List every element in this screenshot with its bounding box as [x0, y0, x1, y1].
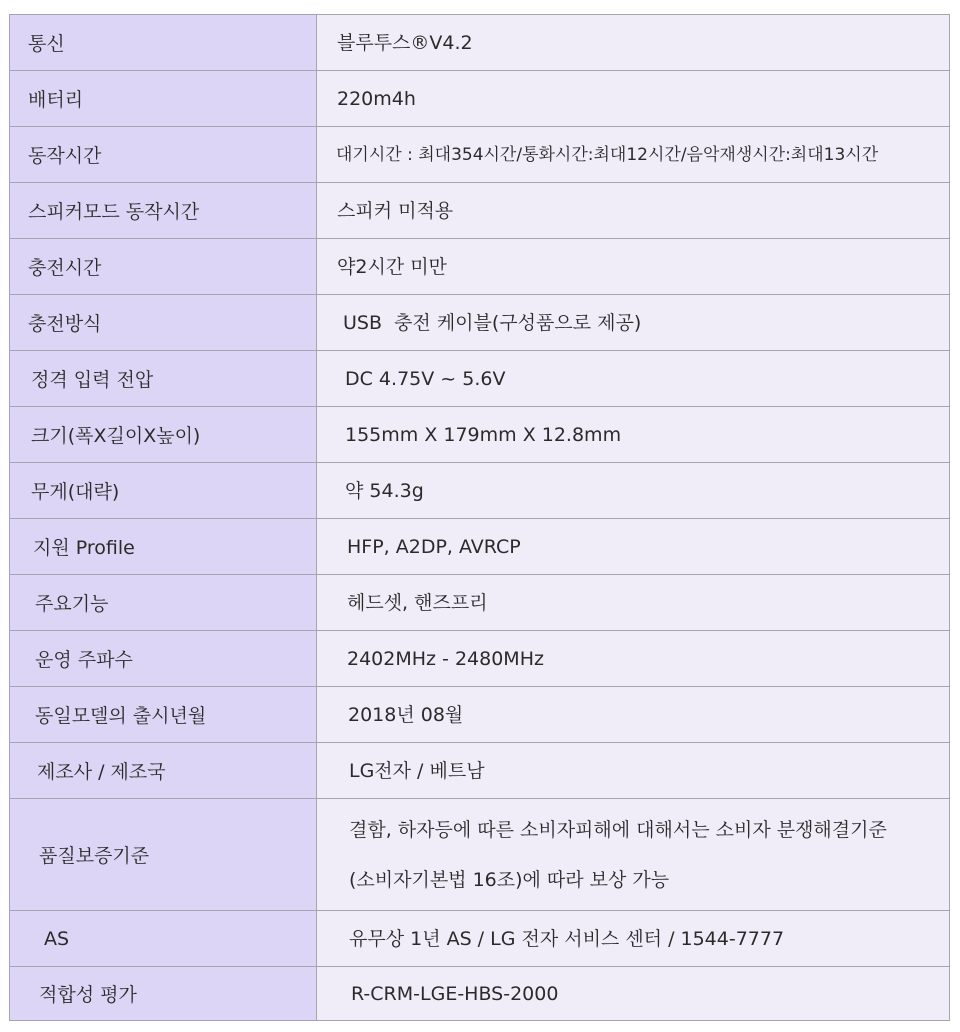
spec-table	[9, 14, 950, 1021]
value-line: 헤드셋, 핸즈프리	[347, 591, 488, 614]
value-line: 유무상 1년 AS / LG 전자 서비스 센터 / 1544-7777	[349, 927, 785, 950]
value-line: 결함, 하자등에 따른 소비자피해에 대해서는 소비자 분쟁해결기준	[349, 818, 887, 841]
value-line: LG전자 / 베트남	[349, 759, 485, 782]
row-label: 적합성 평가	[10, 967, 317, 1021]
table-row	[10, 799, 950, 911]
table-row	[10, 351, 950, 407]
row-value	[317, 743, 950, 799]
row-label: 정격 입력 전압	[10, 351, 317, 407]
table-row	[10, 295, 950, 351]
row-label: 품질보증기준	[10, 799, 317, 911]
row-label: 충전방식	[10, 295, 317, 351]
value-line: 대기시간 : 최대354시간/통화시간:최대12시간/음악재생시간:최대13시간	[336, 144, 879, 165]
row-label: 동일모델의 출시년월	[10, 687, 317, 743]
table-row	[10, 183, 950, 239]
row-value	[317, 71, 950, 127]
row-label: 지원 Profile	[10, 519, 317, 575]
row-value	[317, 183, 950, 239]
row-label: 충전시간	[10, 239, 317, 295]
value-line: 약2시간 미만	[337, 255, 447, 278]
row-value	[317, 351, 950, 407]
row-value	[317, 575, 950, 631]
value-line: R-CRM-LGE-HBS-2000	[351, 982, 559, 1005]
row-label: 주요기능	[10, 575, 317, 631]
row-value	[317, 295, 950, 351]
row-label: 스피커모드 동작시간	[10, 183, 317, 239]
spec-table-body	[10, 15, 950, 1021]
value-line: 스피커 미적용	[337, 199, 454, 222]
row-label: 운영 주파수	[10, 631, 317, 687]
value-line: 2402MHz - 2480MHz	[347, 647, 544, 670]
value-line: HFP, A2DP, AVRCP	[347, 535, 521, 558]
row-value	[317, 631, 950, 687]
row-value	[317, 127, 950, 183]
row-value	[317, 799, 950, 911]
value-line: 블루투스®V4.2	[337, 31, 473, 54]
row-value	[317, 15, 950, 71]
table-row	[10, 519, 950, 575]
row-value	[317, 967, 950, 1021]
value-line: 약 54.3g	[345, 479, 424, 502]
value-line: 2018년 08월	[348, 703, 464, 726]
table-row	[10, 967, 950, 1021]
table-row	[10, 631, 950, 687]
table-row	[10, 575, 950, 631]
row-value	[317, 463, 950, 519]
table-row	[10, 127, 950, 183]
row-value	[317, 911, 950, 967]
table-row	[10, 71, 950, 127]
table-row	[10, 15, 950, 71]
row-value	[317, 239, 950, 295]
table-row	[10, 911, 950, 967]
value-line: USB 충전 케이블(구성품으로 제공)	[343, 311, 642, 334]
row-value	[317, 519, 950, 575]
row-label: 크기(폭X길이X높이)	[10, 407, 317, 463]
row-value	[317, 687, 950, 743]
value-line: DC 4.75V ~ 5.6V	[345, 367, 506, 390]
table-row	[10, 407, 950, 463]
row-label: AS	[10, 911, 317, 967]
value-line: 220m4h	[337, 87, 416, 110]
value-line: (소비자기본법 16조)에 따라 보상 가능	[349, 868, 670, 891]
table-row	[10, 239, 950, 295]
row-label: 동작시간	[10, 127, 317, 183]
table-row	[10, 743, 950, 799]
table-row	[10, 463, 950, 519]
row-value	[317, 407, 950, 463]
row-label: 통신	[10, 15, 317, 71]
row-label: 무게(대략)	[10, 463, 317, 519]
table-row	[10, 687, 950, 743]
row-label: 제조사 / 제조국	[10, 743, 317, 799]
value-line: 155mm X 179mm X 12.8mm	[345, 423, 622, 446]
row-label: 배터리	[10, 71, 317, 127]
